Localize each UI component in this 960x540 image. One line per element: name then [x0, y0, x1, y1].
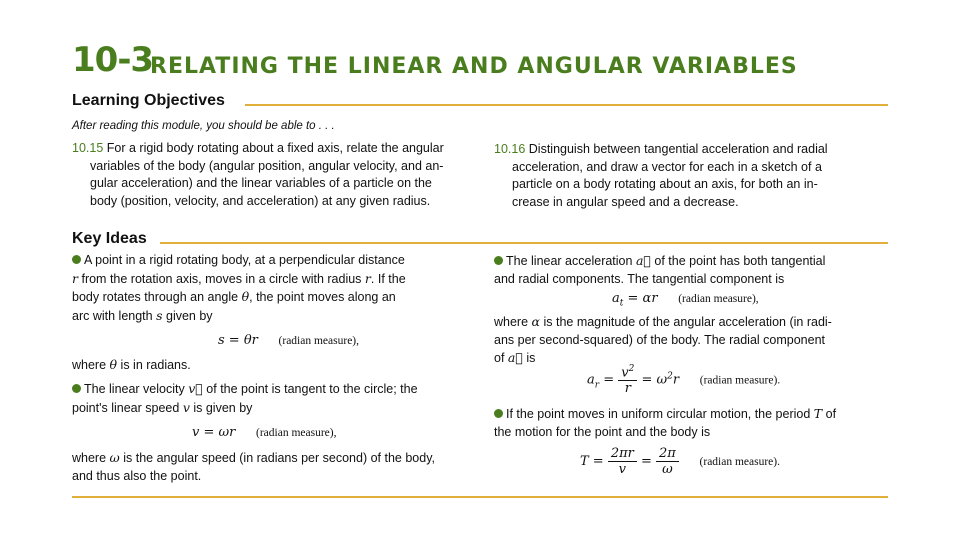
bullet-icon [494, 256, 503, 265]
text-line: from the rotation axis, moves in a circle with radius [81, 271, 362, 286]
equation-ar: $a_r$ = $\frac{v^2}{r}$ = $\omega^2r$ (radian measure). [587, 364, 781, 397]
objective-line: Distinguish between tangential acceleration and radial [528, 142, 828, 156]
bullet-icon [72, 255, 81, 264]
objective-10-16 [494, 141, 894, 211]
equation-T: T = $\frac{2\pi r}{v}$ = $\frac{2\pi}{\omega}$ (radian measure). [580, 446, 780, 477]
objective-line: crease in angular speed and a decrease. [512, 194, 739, 209]
key-ideas-heading: Key Ideas [72, 230, 147, 247]
key-idea-period: If the point moves in uniform circular motion, the period T of the motion for the point and the body is [494, 406, 837, 439]
section-title: RELATING THE LINEAR AND ANGULAR VARIABLES [150, 54, 798, 79]
objective-number: 10.16 [494, 142, 526, 156]
bullet-icon [72, 384, 81, 393]
objective-line: variables of the body (angular position, angular velocity, and an- [90, 158, 444, 173]
key-idea-position: A point in a rigid rotating body, at a perpendicular distance r from the rotation axis, moves in a circle with radius r. If the body rotates through an angle θ, the point moves along an arc with length s given by [72, 253, 406, 323]
text-line: , the point moves along an [249, 290, 396, 304]
objective-line: For a rigid body rotating about a fixed axis, relate the angular [106, 141, 444, 155]
heading-rule [160, 242, 888, 244]
equation-s: s = θr (radian measure), [218, 333, 360, 348]
equation-at: $a_t = \alpha r$ (radian measure), [612, 291, 759, 309]
objective-line: gular acceleration) and the linear variables of a particle on the [90, 176, 432, 190]
section-number: 10-3 [72, 40, 154, 80]
key-idea-acceleration: The linear acceleration a⃗ of the point has both tangential and radial components. The tangential component is [494, 253, 826, 286]
text-line: A point in a rigid rotating body, at a perpendicular distance [84, 253, 405, 267]
learning-objectives-heading: Learning Objectives [72, 92, 225, 109]
objective-number: 10.15 [72, 141, 104, 155]
text-line: body rotates through an angle [72, 290, 239, 304]
text-line: where ω is the angular speed (in radians per second) of the body, and thus also the point. [72, 450, 435, 483]
objectives-intro: After reading this module, you should be able to . . . [72, 120, 335, 132]
key-idea-velocity: The linear velocity v⃗ of the point is tangent to the circle; the point's linear speed v is given by [72, 381, 418, 415]
text-line: arc with length [72, 308, 153, 323]
objective-line: body (position, velocity, and acceleration) at any given radius. [90, 193, 431, 208]
text-line: where θ is in radians. [72, 357, 191, 372]
objective-line: particle on a body rotating about an axis, for both an in- [512, 177, 818, 191]
heading-rule [245, 104, 888, 106]
bottom-rule [72, 496, 888, 498]
equation-v: v = ωr (radian measure), [192, 425, 337, 440]
text-line: given by [166, 308, 213, 323]
objective-line: acceleration, and draw a vector for each in a sketch of a [512, 159, 822, 174]
bullet-icon [494, 409, 503, 418]
text-block: where α is the magnitude of the angular acceleration (in radi- ans per second-squared) of the body. The radial component of a⃗ is [494, 314, 832, 365]
objective-10-15 [72, 140, 477, 210]
